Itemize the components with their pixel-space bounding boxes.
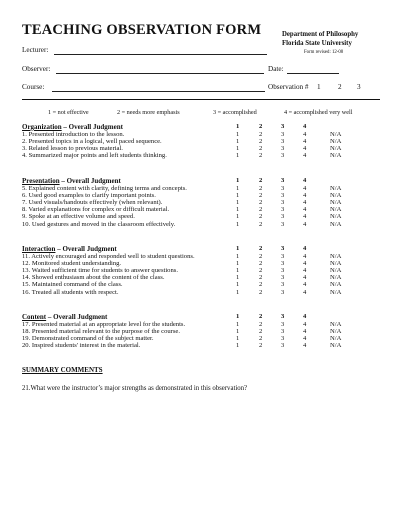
rating-option-2[interactable]: 2 [259, 288, 263, 296]
rating-option-1[interactable]: 1 [236, 328, 240, 336]
rating-option-4[interactable]: 4 [303, 199, 307, 207]
rating-option-3[interactable]: 3 [281, 185, 285, 192]
rating-option-na[interactable]: N/A [330, 199, 342, 207]
overall-rating-2[interactable]: 2 [259, 177, 263, 184]
overall-rating-1[interactable]: 1 [236, 245, 240, 252]
rating-option-na[interactable]: N/A [330, 288, 342, 296]
rating-option-2[interactable]: 2 [259, 185, 263, 192]
rating-option-na[interactable]: N/A [330, 281, 342, 289]
criterion-text: 19. Demonstrated command of the subject matter. [22, 335, 154, 343]
rating-option-2[interactable]: 2 [259, 328, 263, 336]
rating-option-4[interactable]: 4 [303, 335, 307, 343]
rating-option-na[interactable]: N/A [330, 267, 342, 275]
rating-option-na[interactable]: N/A [330, 138, 342, 146]
rating-option-3[interactable]: 3 [281, 206, 285, 214]
observation-number-label: Observation # [268, 83, 309, 91]
rating-option-4[interactable]: 4 [303, 321, 307, 328]
rating-option-1[interactable]: 1 [236, 206, 240, 214]
rating-option-4[interactable]: 4 [303, 281, 307, 289]
department-name: Department of Philosophy [282, 31, 359, 38]
rating-option-4[interactable]: 4 [303, 328, 307, 336]
rating-option-3[interactable]: 3 [281, 267, 285, 275]
rating-option-na[interactable]: N/A [330, 260, 342, 268]
rating-option-1[interactable]: 1 [236, 267, 240, 275]
rating-option-3[interactable]: 3 [281, 281, 285, 289]
criterion-text: 17. Presented material at an appropriate level for the students. [22, 321, 186, 328]
date-label: Date: [268, 65, 284, 73]
legend-4: 4 = accomplished very well [284, 109, 353, 116]
overall-rating-1[interactable]: 1 [236, 313, 240, 320]
rating-option-4[interactable]: 4 [303, 145, 307, 153]
section-heading [22, 245, 117, 253]
criterion-text: 1. Presented introduction to the lesson. [22, 131, 125, 138]
overall-rating-3[interactable]: 3 [281, 313, 285, 320]
rating-option-2[interactable]: 2 [259, 131, 263, 138]
summary-heading: SUMMARY COMMENTS [22, 366, 103, 374]
rating-option-2[interactable]: 2 [259, 253, 263, 260]
rating-option-3[interactable]: 3 [281, 328, 285, 336]
rating-option-na[interactable]: N/A [330, 192, 342, 200]
observation-option-2[interactable]: 2 [338, 83, 342, 91]
rating-option-2[interactable]: 2 [259, 206, 263, 214]
rating-option-3[interactable]: 3 [281, 192, 285, 200]
section-name: Organization [22, 123, 62, 131]
overall-rating-4[interactable]: 4 [303, 245, 307, 252]
rating-option-na[interactable]: N/A [330, 152, 342, 160]
overall-rating-2[interactable]: 2 [259, 123, 263, 130]
rating-option-1[interactable]: 1 [236, 185, 240, 192]
rating-option-1[interactable]: 1 [236, 274, 240, 282]
rating-option-na[interactable]: N/A [330, 321, 342, 328]
section-name: Content [22, 313, 47, 321]
rating-option-2[interactable]: 2 [259, 145, 263, 153]
section-heading [22, 313, 107, 321]
criterion-text: 11. Actively encouraged and responded well to student questions. [22, 253, 195, 260]
rating-option-4[interactable]: 4 [303, 206, 307, 214]
criterion-text: 18. Presented material relevant to the purpose of the course. [22, 328, 181, 336]
legend-3: 3 = accomplished [213, 109, 257, 116]
overall-rating-4[interactable]: 4 [303, 123, 307, 130]
rating-option-na[interactable]: N/A [330, 213, 342, 221]
rating-option-3[interactable]: 3 [281, 213, 285, 221]
lecturer-field[interactable] [54, 54, 267, 55]
rating-option-4[interactable]: 4 [303, 131, 307, 138]
rating-option-1[interactable]: 1 [236, 342, 240, 350]
rating-option-2[interactable]: 2 [259, 138, 263, 146]
observation-option-1[interactable]: 1 [317, 83, 321, 91]
rating-option-3[interactable]: 3 [281, 260, 285, 268]
section-name: Interaction [22, 245, 56, 253]
criterion-text: 7. Used visuals/handouts effectively (when relevant). [22, 199, 163, 207]
rating-option-3[interactable]: 3 [281, 335, 285, 343]
rating-option-4[interactable]: 4 [303, 274, 307, 282]
rating-option-4[interactable]: 4 [303, 185, 307, 192]
rating-option-2[interactable]: 2 [259, 342, 263, 350]
rating-option-na[interactable]: N/A [330, 328, 342, 336]
form-title: TEACHING OBSERVATION FORM [22, 22, 262, 38]
legend-2: 2 = needs more emphasis [117, 109, 180, 116]
observer-label: Observer: [22, 65, 51, 73]
rating-option-na[interactable]: N/A [330, 206, 342, 214]
rating-option-na[interactable]: N/A [330, 145, 342, 153]
criterion-text: 6. Used good examples to clarify important points. [22, 192, 156, 200]
rating-option-1[interactable]: 1 [236, 192, 240, 200]
rating-option-4[interactable]: 4 [303, 253, 307, 260]
criterion-text: 10. Used gestures and moved in the classroom effectively. [22, 220, 176, 228]
overall-rating-4[interactable]: 4 [303, 177, 307, 184]
rating-option-4[interactable]: 4 [303, 220, 307, 228]
summary-question: 21.What were the instructor’s major strengths as demonstrated in this observation? [22, 385, 248, 392]
criterion-text: 15. Maintained command of the class. [22, 281, 123, 289]
rating-option-1[interactable]: 1 [236, 213, 240, 221]
rating-option-1[interactable]: 1 [236, 152, 240, 160]
overall-rating-1[interactable]: 1 [236, 123, 240, 130]
criterion-text: 9. Spoke at an effective volume and speed. [22, 213, 135, 221]
rating-option-1[interactable]: 1 [236, 253, 240, 260]
course-field[interactable] [52, 91, 265, 92]
rating-option-2[interactable]: 2 [259, 267, 263, 275]
rating-option-4[interactable]: 4 [303, 192, 307, 200]
section-heading [22, 123, 123, 131]
overall-rating-2[interactable]: 2 [259, 245, 263, 252]
rating-option-2[interactable]: 2 [259, 199, 263, 207]
rating-option-3[interactable]: 3 [281, 288, 285, 296]
observation-option-3[interactable]: 3 [357, 83, 361, 91]
criterion-text: 20. Inspired students' interest in the material. [22, 342, 141, 350]
rating-option-4[interactable]: 4 [303, 288, 307, 296]
course-label: Course: [22, 83, 45, 91]
rating-option-1[interactable]: 1 [236, 335, 240, 343]
rating-option-4[interactable]: 4 [303, 152, 307, 160]
observer-field[interactable] [56, 73, 264, 74]
criterion-text: 8. Varied explanations for complex or difficult material. [22, 206, 170, 214]
rating-option-4[interactable]: 4 [303, 138, 307, 146]
criterion-text: 4. Summarized major points and left students thinking. [22, 152, 167, 160]
rating-option-1[interactable]: 1 [236, 220, 240, 228]
section-judgment-label: – Overall Judgment [61, 123, 123, 131]
section-judgment-label: – Overall Judgment [46, 313, 108, 321]
legend-1: 1 = not effective [48, 109, 89, 116]
rating-option-na[interactable]: N/A [330, 342, 342, 350]
criterion-text: 12. Monitored student understanding. [22, 260, 122, 268]
rating-option-na[interactable]: N/A [330, 185, 342, 192]
rating-option-1[interactable]: 1 [236, 281, 240, 289]
rating-option-1[interactable]: 1 [236, 321, 240, 328]
lecturer-label: Lecturer: [22, 46, 49, 54]
rating-option-3[interactable]: 3 [281, 145, 285, 153]
criterion-text: 13. Waited sufficient time for students to answer questions. [22, 267, 178, 275]
rating-option-na[interactable]: N/A [330, 274, 342, 282]
rating-option-2[interactable]: 2 [259, 152, 263, 160]
rating-option-3[interactable]: 3 [281, 131, 285, 138]
section-name: Presentation [22, 177, 60, 185]
section-judgment-label: – Overall Judgment [59, 177, 121, 185]
header-divider [22, 99, 380, 100]
rating-option-1[interactable]: 1 [236, 288, 240, 296]
rating-option-3[interactable]: 3 [281, 321, 285, 328]
rating-option-2[interactable]: 2 [259, 213, 263, 221]
rating-option-3[interactable]: 3 [281, 199, 285, 207]
rating-option-2[interactable]: 2 [259, 321, 263, 328]
criterion-text: 2. Presented topics in a logical, well paced sequence. [22, 138, 162, 146]
overall-rating-4[interactable]: 4 [303, 313, 307, 320]
rating-option-4[interactable]: 4 [303, 267, 307, 275]
rating-option-na[interactable]: N/A [330, 253, 342, 260]
rating-option-3[interactable]: 3 [281, 220, 285, 228]
rating-option-4[interactable]: 4 [303, 342, 307, 350]
overall-rating-3[interactable]: 3 [281, 177, 285, 184]
rating-option-2[interactable]: 2 [259, 220, 263, 228]
rating-option-1[interactable]: 1 [236, 145, 240, 153]
rating-option-4[interactable]: 4 [303, 213, 307, 221]
form-revision-date: Form revised: 12-08 [304, 50, 344, 55]
rating-option-2[interactable]: 2 [259, 335, 263, 343]
rating-option-1[interactable]: 1 [236, 260, 240, 268]
criterion-text: 5. Explained content with clarity, defining terms and concepts. [22, 185, 187, 192]
rating-option-3[interactable]: 3 [281, 274, 285, 282]
rating-option-1[interactable]: 1 [236, 131, 240, 138]
rating-option-3[interactable]: 3 [281, 138, 285, 146]
overall-rating-2[interactable]: 2 [259, 313, 263, 320]
rating-option-2[interactable]: 2 [259, 192, 263, 200]
rating-option-1[interactable]: 1 [236, 199, 240, 207]
overall-rating-3[interactable]: 3 [281, 245, 285, 252]
rating-option-4[interactable]: 4 [303, 260, 307, 268]
rating-option-na[interactable]: N/A [330, 220, 342, 228]
rating-option-na[interactable]: N/A [330, 335, 342, 343]
criterion-text: 3. Related lesson to previous material. [22, 145, 123, 153]
rating-option-3[interactable]: 3 [281, 152, 285, 160]
section-judgment-label: – Overall Judgment [55, 245, 117, 253]
rating-option-3[interactable]: 3 [281, 342, 285, 350]
section-heading [22, 177, 121, 185]
criterion-text: 16. Treated all students with respect. [22, 288, 119, 296]
rating-option-3[interactable]: 3 [281, 253, 285, 260]
rating-option-na[interactable]: N/A [330, 131, 342, 138]
date-field[interactable] [287, 73, 339, 74]
overall-rating-1[interactable]: 1 [236, 177, 240, 184]
rating-option-2[interactable]: 2 [259, 274, 263, 282]
rating-option-1[interactable]: 1 [236, 138, 240, 146]
overall-rating-3[interactable]: 3 [281, 123, 285, 130]
criterion-text: 14. Showed enthusiasm about the content of the class. [22, 274, 165, 282]
rating-option-2[interactable]: 2 [259, 281, 263, 289]
university-name: Florida State University [282, 40, 352, 47]
rating-option-2[interactable]: 2 [259, 260, 263, 268]
